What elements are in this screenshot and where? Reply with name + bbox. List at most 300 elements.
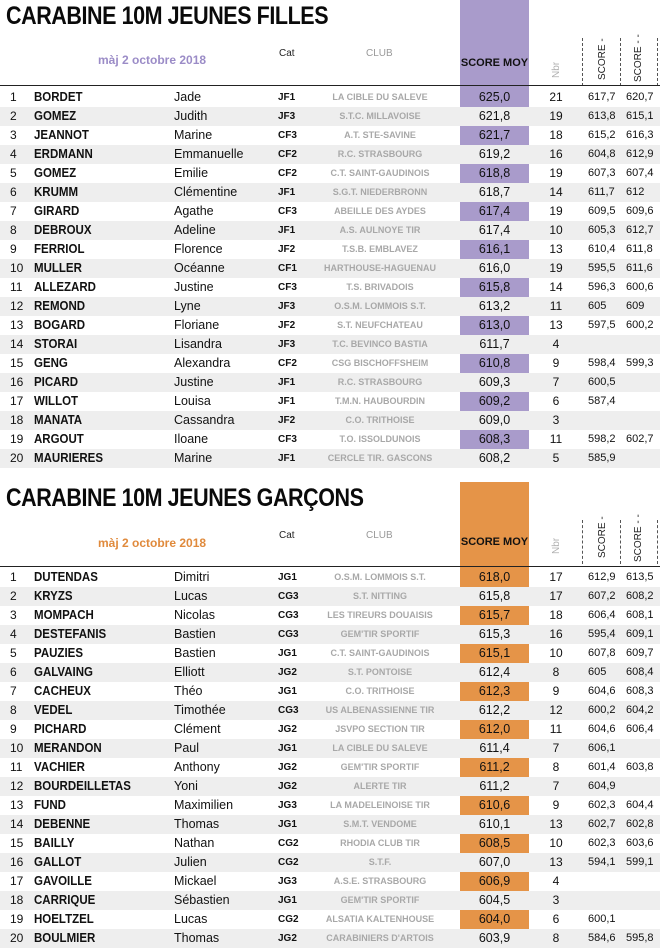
header-rule [0, 566, 660, 567]
header-nbr: Nbr [551, 61, 562, 78]
last-name-cell: KRYZS [34, 589, 73, 603]
score-moy-cell: 616,0 [478, 261, 511, 275]
score-b-cell: 608,4 [626, 666, 654, 678]
first-name-cell: Elliott [174, 665, 205, 679]
category-cell: JG1 [278, 819, 297, 830]
category-cell: JF1 [278, 377, 296, 388]
table-row [0, 777, 660, 796]
score-b-cell: 606,4 [626, 723, 654, 735]
header-score-moy: SCORE MOY [460, 57, 529, 69]
last-name-cell: ALLEZARD [34, 280, 96, 294]
score-moy-cell: 604,5 [478, 893, 511, 907]
score-a-cell: 604,6 [588, 685, 616, 697]
table-row [0, 278, 660, 297]
last-name-cell: BOULMIER [34, 931, 96, 945]
column-divider [582, 38, 583, 86]
category-cell: CF2 [278, 168, 297, 179]
club-cell: O.S.M. LOMMOIS S.T. [334, 572, 426, 582]
category-cell: JG1 [278, 572, 297, 583]
score-a-cell: 605,3 [588, 224, 616, 236]
rank-cell: 2 [10, 109, 17, 123]
last-name-cell: KRUMM [34, 185, 79, 199]
section-title: CARABINE 10M JEUNES FILLES [6, 2, 329, 30]
last-name-cell: GALLOT [34, 855, 82, 869]
last-name-cell: DEBENNE [34, 817, 91, 831]
category-cell: JF1 [278, 92, 296, 103]
score-moy-cell: 612,0 [478, 722, 511, 736]
score-a-cell: 612,9 [588, 571, 616, 583]
score-a-cell: 598,2 [588, 433, 616, 445]
score-a-cell: 604,6 [588, 723, 616, 735]
header-score-moy: SCORE MOY [460, 536, 529, 548]
score-b-cell: 612,7 [626, 224, 654, 236]
score-a-cell: 611,7 [588, 186, 615, 198]
score-moy-cell: 612,2 [478, 703, 511, 717]
category-cell: JF1 [278, 453, 296, 464]
club-cell: A.S.E. STRASBOURG [333, 876, 427, 886]
section-title: CARABINE 10M JEUNES GARÇONS [6, 484, 364, 512]
category-cell: JG1 [278, 895, 297, 906]
last-name-cell: MERANDON [34, 741, 102, 755]
rank-cell: 19 [10, 432, 24, 446]
nbr-cell: 19 [549, 166, 563, 180]
club-cell: T.M.N. HAUBOURDIN [335, 396, 425, 406]
last-name-cell: MAURIERES [34, 451, 104, 465]
nbr-cell: 12 [549, 703, 563, 717]
last-name-cell: VEDEL [34, 703, 73, 717]
score-b-cell: 609,6 [626, 205, 654, 217]
category-cell: CF2 [278, 358, 297, 369]
club-cell: O.S.M. LOMMOIS S.T. [334, 301, 426, 311]
score-moy-cell: 625,0 [478, 90, 511, 104]
nbr-cell: 21 [549, 90, 563, 104]
column-divider [620, 520, 621, 564]
rank-cell: 4 [10, 147, 17, 161]
rank-cell: 16 [10, 855, 24, 869]
nbr-cell: 3 [552, 413, 560, 427]
score-a-cell: 600,5 [588, 376, 616, 388]
table-row [0, 373, 660, 392]
first-name-cell: Alexandra [174, 356, 231, 370]
score-moy-cell: 606,9 [478, 874, 511, 888]
category-cell: CF3 [278, 130, 297, 141]
rank-cell: 3 [10, 128, 17, 142]
category-cell: CG3 [278, 705, 299, 716]
first-name-cell: Thomas [174, 931, 220, 945]
table-row [0, 449, 660, 468]
score-moy-cell: 608,3 [478, 432, 511, 446]
score-moy-cell: 607,0 [478, 855, 511, 869]
first-name-cell: Dimitri [174, 570, 210, 584]
rank-cell: 14 [10, 337, 24, 351]
score-a-cell: 585,9 [588, 452, 616, 464]
last-name-cell: DUTENDAS [34, 570, 98, 584]
column-divider [620, 38, 621, 86]
club-cell: GEM'TIR SPORTIF [340, 895, 420, 905]
header-cat: Cat [279, 48, 295, 59]
first-name-cell: Judith [174, 109, 208, 123]
category-cell: CG2 [278, 857, 299, 868]
score-b-cell: 620,7 [626, 91, 654, 103]
table-row [0, 240, 660, 259]
score-moy-cell: 603,9 [478, 931, 511, 945]
header-score-a: SCORE - [597, 38, 608, 80]
club-cell: C.T. SAINT-GAUDINOIS [330, 168, 430, 178]
header-rule [0, 85, 660, 86]
rank-cell: 8 [10, 223, 17, 237]
rank-cell: 13 [10, 798, 24, 812]
table-row [0, 335, 660, 354]
category-cell: JF3 [278, 339, 296, 350]
table-row [0, 316, 660, 335]
score-a-cell: 584,6 [588, 932, 616, 944]
header-nbr: Nbr [551, 537, 562, 554]
first-name-cell: Bastien [174, 646, 216, 660]
club-cell: LA CIBLE DU SALEVE [332, 92, 428, 102]
last-name-cell: PAUZIES [34, 646, 83, 660]
score-a-cell: 613,8 [588, 110, 616, 122]
score-moy-cell: 613,2 [478, 299, 511, 313]
club-cell: US ALBENASSIENNE TIR [325, 705, 435, 715]
score-moy-cell: 618,0 [478, 570, 511, 584]
score-a-cell: 607,3 [588, 167, 616, 179]
last-name-cell: GIRARD [34, 204, 80, 218]
last-name-cell: BAILLY [34, 836, 75, 850]
club-cell: C.O. TRITHOISE [345, 686, 415, 696]
club-cell: LA CIBLE DU SALEVE [332, 743, 428, 753]
last-name-cell: MULLER [34, 261, 82, 275]
update-date: màj 2 octobre 2018 [98, 536, 207, 550]
score-a-cell: 615,2 [588, 129, 616, 141]
table-row [0, 625, 660, 644]
club-cell: S.T.C. MILLAVOISE [339, 111, 421, 121]
club-cell: T.C. BEVINCO BASTIA [332, 339, 428, 349]
score-moy-cell: 621,8 [478, 109, 511, 123]
last-name-cell: MOMPACH [34, 608, 94, 622]
table-row [0, 259, 660, 278]
rank-cell: 14 [10, 817, 24, 831]
nbr-cell: 9 [552, 684, 560, 698]
score-b-cell: 611,6 [626, 262, 653, 274]
table-row [0, 910, 660, 929]
table-row [0, 796, 660, 815]
first-name-cell: Justine [174, 280, 214, 294]
score-a-cell: 609,5 [588, 205, 616, 217]
table-row [0, 644, 660, 663]
first-name-cell: Lucas [174, 589, 208, 603]
first-name-cell: Florence [174, 242, 223, 256]
club-cell: GEM'TIR SPORTIF [340, 629, 420, 639]
score-b-cell: 599,3 [626, 357, 654, 369]
last-name-cell: BORDET [34, 90, 83, 104]
score-a-cell: 598,4 [588, 357, 616, 369]
table-row [0, 834, 660, 853]
score-b-cell: 616,3 [626, 129, 654, 141]
score-a-cell: 604,9 [588, 780, 616, 792]
nbr-cell: 7 [552, 375, 560, 389]
first-name-cell: Maximilien [174, 798, 234, 812]
nbr-cell: 18 [549, 608, 563, 622]
last-name-cell: WILLOT [34, 394, 79, 408]
first-name-cell: Yoni [174, 779, 198, 793]
score-a-cell: 596,3 [588, 281, 616, 293]
table-row [0, 411, 660, 430]
last-name-cell: GALVAING [34, 665, 93, 679]
first-name-cell: Clémentine [174, 185, 238, 199]
category-cell: JG2 [278, 762, 297, 773]
club-cell: GEM'TIR SPORTIF [340, 762, 420, 772]
category-cell: JG2 [278, 724, 297, 735]
score-moy-cell: 610,8 [478, 356, 511, 370]
first-name-cell: Anthony [174, 760, 220, 774]
score-moy-cell: 609,3 [478, 375, 511, 389]
club-cell: S.T.F. [368, 857, 392, 867]
score-b-cell: 608,2 [626, 590, 654, 602]
club-cell: CARABINIERS D'ARTOIS [326, 933, 434, 943]
nbr-cell: 16 [549, 147, 563, 161]
last-name-cell: PICARD [34, 375, 79, 389]
first-name-cell: Sébastien [174, 893, 230, 907]
rank-cell: 20 [10, 931, 24, 945]
last-name-cell: BOURDEILLETAS [34, 779, 131, 793]
nbr-cell: 14 [549, 280, 563, 294]
last-name-cell: CACHEUX [34, 684, 91, 698]
score-a-cell: 606,1 [588, 742, 616, 754]
table-row [0, 107, 660, 126]
score-moy-cell: 616,1 [478, 242, 511, 256]
table-row [0, 701, 660, 720]
score-moy-cell: 615,7 [478, 608, 511, 622]
club-cell: LES TIREURS DOUAISIS [327, 610, 433, 620]
club-cell: R.C. STRASBOURG [337, 377, 423, 387]
rank-cell: 6 [10, 665, 17, 679]
last-name-cell: ARGOUT [34, 432, 84, 446]
score-a-cell: 602,7 [588, 818, 616, 830]
first-name-cell: Iloane [174, 432, 209, 446]
score-a-cell: 601,4 [588, 761, 616, 773]
score-b-cell: 613,5 [626, 571, 654, 583]
category-cell: CF3 [278, 206, 297, 217]
table-row [0, 815, 660, 834]
table-row [0, 853, 660, 872]
nbr-cell: 16 [549, 627, 563, 641]
table-row [0, 606, 660, 625]
rank-cell: 15 [10, 356, 24, 370]
score-b-cell: 600,2 [626, 319, 654, 331]
table-row [0, 872, 660, 891]
score-moy-cell: 619,2 [478, 147, 511, 161]
nbr-cell: 19 [549, 204, 563, 218]
club-cell: S.T. PONTOISE [347, 667, 413, 677]
header-score-a: SCORE - [597, 516, 608, 558]
rank-cell: 8 [10, 703, 17, 717]
category-cell: JF2 [278, 415, 296, 426]
category-cell: CF3 [278, 282, 297, 293]
last-name-cell: CARRIQUE [34, 893, 96, 907]
score-a-cell: 597,5 [588, 319, 616, 331]
first-name-cell: Adeline [174, 223, 216, 237]
table-row [0, 682, 660, 701]
table-row [0, 587, 660, 606]
first-name-cell: Timothée [174, 703, 226, 717]
nbr-cell: 18 [549, 128, 563, 142]
club-cell: R.C. STRASBOURG [337, 149, 423, 159]
table-row [0, 891, 660, 910]
score-moy-cell: 618,8 [478, 166, 511, 180]
first-name-cell: Justine [174, 375, 214, 389]
rank-cell: 5 [10, 646, 17, 660]
nbr-cell: 13 [549, 817, 563, 831]
nbr-cell: 10 [549, 646, 563, 660]
score-b-cell: 609,1 [626, 628, 654, 640]
rank-cell: 9 [10, 242, 17, 256]
last-name-cell: DESTEFANIS [34, 627, 107, 641]
score-b-cell: 611,8 [626, 243, 653, 255]
last-name-cell: GOMEZ [34, 166, 77, 180]
rank-cell: 19 [10, 912, 24, 926]
table-row [0, 758, 660, 777]
category-cell: JG3 [278, 800, 297, 811]
rank-cell: 20 [10, 451, 24, 465]
score-moy-cell: 613,0 [478, 318, 511, 332]
nbr-cell: 4 [552, 337, 560, 351]
club-cell: C.T. SAINT-GAUDINOIS [330, 648, 430, 658]
category-cell: CG3 [278, 591, 299, 602]
score-b-cell: 595,8 [626, 932, 654, 944]
club-cell: S.G.T. NIEDERBRONN [332, 187, 428, 197]
nbr-cell: 10 [549, 836, 563, 850]
score-b-cell: 602,8 [626, 818, 654, 830]
score-moy-cell: 610,1 [478, 817, 511, 831]
score-moy-cell: 615,8 [478, 589, 511, 603]
score-moy-cell: 609,2 [478, 394, 511, 408]
nbr-cell: 6 [552, 394, 560, 408]
category-cell: JF1 [278, 225, 296, 236]
score-moy-cell: 615,1 [478, 646, 511, 660]
first-name-cell: Emilie [174, 166, 209, 180]
nbr-cell: 6 [552, 912, 560, 926]
score-moy-cell: 608,2 [478, 451, 511, 465]
rank-cell: 7 [10, 204, 17, 218]
score-b-cell: 608,1 [626, 609, 654, 621]
club-cell: T.O. ISSOLDUNOIS [339, 434, 421, 444]
category-cell: CG3 [278, 610, 299, 621]
category-cell: JG2 [278, 933, 297, 944]
category-cell: JF2 [278, 244, 296, 255]
score-moy-cell: 617,4 [478, 204, 511, 218]
rank-cell: 17 [10, 874, 24, 888]
rank-cell: 17 [10, 394, 24, 408]
last-name-cell: GAVOILLE [34, 874, 92, 888]
rank-cell: 11 [10, 760, 23, 774]
last-name-cell: FUND [34, 798, 66, 812]
score-b-cell: 609 [626, 300, 645, 312]
club-cell: A.S. AULNOYE TIR [339, 225, 421, 235]
nbr-cell: 11 [549, 432, 563, 446]
club-cell: S.T. NEUFCHATEAU [337, 320, 423, 330]
score-b-cell: 612 [626, 186, 645, 198]
rank-cell: 5 [10, 166, 17, 180]
score-b-cell: 604,2 [626, 704, 654, 716]
club-cell: A.T. STE-SAVINE [344, 130, 416, 140]
first-name-cell: Paul [174, 741, 200, 755]
last-name-cell: DEBROUX [34, 223, 92, 237]
score-moy-cell: 612,3 [478, 684, 511, 698]
first-name-cell: Louisa [174, 394, 211, 408]
score-moy-cell: 611,2 [479, 779, 510, 793]
club-cell: C.O. TRITHOISE [345, 415, 415, 425]
score-moy-cell: 610,6 [478, 798, 511, 812]
score-b-cell: 609,7 [626, 647, 654, 659]
table-row [0, 202, 660, 221]
category-cell: JG2 [278, 667, 297, 678]
last-name-cell: FERRIOL [34, 242, 85, 256]
first-name-cell: Bastien [174, 627, 216, 641]
rank-cell: 18 [10, 893, 24, 907]
category-cell: JF1 [278, 396, 296, 407]
nbr-cell: 9 [552, 798, 560, 812]
table-row [0, 354, 660, 373]
rank-cell: 2 [10, 589, 17, 603]
first-name-cell: Mickael [174, 874, 217, 888]
nbr-cell: 13 [549, 242, 563, 256]
category-cell: CG2 [278, 914, 299, 925]
rank-cell: 7 [10, 684, 17, 698]
first-name-cell: Nicolas [174, 608, 215, 622]
nbr-cell: 19 [549, 109, 563, 123]
score-b-cell: 615,1 [626, 110, 654, 122]
club-cell: CERCLE TIR. GASCONS [327, 453, 433, 463]
category-cell: JG1 [278, 648, 297, 659]
score-a-cell: 610,4 [588, 243, 616, 255]
score-b-cell: 599,1 [626, 856, 654, 868]
club-cell: CSG BISCHOFFSHEIM [331, 358, 429, 368]
rank-cell: 1 [10, 570, 17, 584]
table-row [0, 929, 660, 948]
table-row [0, 720, 660, 739]
score-moy-cell: 617,4 [478, 223, 511, 237]
nbr-cell: 17 [549, 570, 563, 584]
score-a-cell: 605 [588, 300, 607, 312]
rank-cell: 15 [10, 836, 24, 850]
table-row [0, 392, 660, 411]
nbr-cell: 10 [549, 223, 563, 237]
last-name-cell: PICHARD [34, 722, 87, 736]
category-cell: JG1 [278, 743, 297, 754]
nbr-cell: 11 [549, 722, 563, 736]
nbr-cell: 17 [549, 589, 563, 603]
score-moy-cell: 611,2 [479, 760, 510, 774]
update-date: màj 2 octobre 2018 [98, 53, 207, 67]
club-cell: ABEILLE DES AYDES [334, 206, 426, 216]
nbr-cell: 8 [552, 665, 560, 679]
score-a-cell: 607,2 [588, 590, 616, 602]
first-name-cell: Lyne [174, 299, 201, 313]
first-name-cell: Nathan [174, 836, 215, 850]
score-moy-cell: 615,8 [478, 280, 511, 294]
rank-cell: 10 [10, 741, 24, 755]
score-b-cell: 604,4 [626, 799, 654, 811]
score-a-cell: 600,2 [588, 704, 616, 716]
last-name-cell: MANATA [34, 413, 83, 427]
column-divider [657, 38, 658, 86]
club-cell: RHODIA CLUB TIR [340, 838, 420, 848]
first-name-cell: Emmanuelle [174, 147, 244, 161]
category-cell: CG2 [278, 838, 299, 849]
column-divider [657, 520, 658, 564]
nbr-cell: 5 [552, 451, 560, 465]
nbr-cell: 11 [549, 299, 563, 313]
